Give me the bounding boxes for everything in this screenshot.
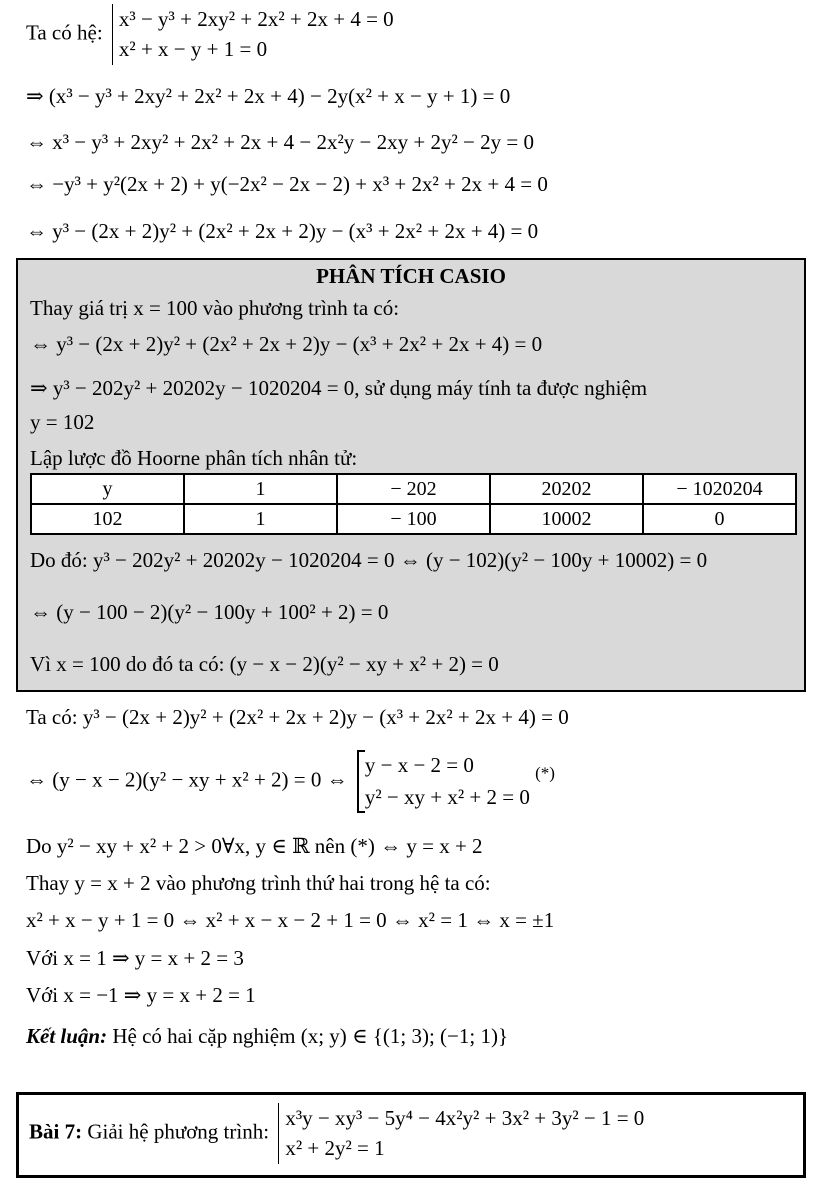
exercise-label: Bài 7: (29, 1119, 83, 1144)
table-cell: − 1020204 (643, 474, 796, 504)
table-row (31, 504, 796, 534)
intro-system (112, 4, 394, 65)
derivation-line-1: ⇒ (x³ − y³ + 2xy² + 2x² + 2x + 4) − 2y(x² + x − y + 1) = 0 (26, 84, 511, 108)
exercise-system (278, 1103, 644, 1164)
table-cell: 1 (184, 504, 337, 534)
derivation-line-2: ⇔ x³ − y³ + 2xy² + 2x² + 2x + 4 − 2x²y − 2xy + 2y² − 2y = 0 (26, 130, 534, 154)
solution-line-7: Với x = −1 ⇒ y = x + 2 = 1 (26, 983, 256, 1007)
casio-factor-line: Do đó: y³ − 202y² + 20202y − 1020204 = 0 ⇔ (y − 102)(y² − 100y + 10002) = 0 (30, 548, 708, 572)
exercise-eq-1: x³y − xy³ − 5y⁴ − 4x²y² + 3x² + 3y² − 1 = 0 (285, 1106, 645, 1130)
conclusion-line (26, 1024, 508, 1049)
exercise-box (16, 1092, 806, 1178)
table-cell: 0 (643, 504, 796, 534)
solution-line-3: Do y² − xy + x² + 2 > 0∀x, y ∈ ℝ nên (*) ⇔ y = x + 2 (26, 834, 483, 858)
casio-title: PHÂN TÍCH CASIO (316, 264, 506, 288)
casio-conclusion: Vì x = 100 do đó ta có: (y − x − 2)(y² − xy + x² + 2) = 0 (30, 652, 499, 676)
table-row (31, 474, 796, 504)
table-cell: y (31, 474, 184, 504)
solution-line-2 (26, 750, 555, 813)
table-cell: − 202 (337, 474, 490, 504)
exercise-line (29, 1103, 644, 1164)
solution-line-1: Ta có: y³ − (2x + 2)y² + (2x² + 2x + 2)y − (x³ + 2x² + 2x + 4) = 0 (26, 705, 569, 729)
solution-factored: ⇔ (y − x − 2)(y² − xy + x² + 2) = 0 ⇔ (26, 767, 348, 792)
intro-eq-1: x³ − y³ + 2xy² + 2x² + 2x + 4 = 0 (118, 7, 394, 31)
ketluan-text: Hệ có hai cặp nghiệm (x; y) ∈ {(1; 3); (−1; 1)} (107, 1024, 509, 1048)
table-cell: 20202 (490, 474, 643, 504)
table-cell: 1 (184, 474, 337, 504)
ketluan-label: Kết luận: (26, 1024, 108, 1048)
solution-line-6: Với x = 1 ⇒ y = x + 2 = 3 (26, 946, 244, 970)
table-cell: 102 (31, 504, 184, 534)
casio-factor-line-2: ⇔ (y − 100 − 2)(y² − 100y + 100² + 2) = 0 (30, 600, 389, 624)
derivation-line-3: ⇔ −y³ + y²(2x + 2) + y(−2x² − 2x − 2) + x³ + 2x² + 2x + 4 = 0 (26, 172, 548, 196)
intro-line (26, 4, 394, 65)
casio-substitute: Thay giá trị x = 100 vào phương trình ta có: (30, 296, 400, 320)
intro-eq-2: x² + x − y + 1 = 0 (118, 37, 268, 62)
table-cell: 10002 (490, 504, 643, 534)
hoorne-table (30, 473, 797, 535)
casio-analysis-box (16, 258, 806, 692)
derivation-line-4: ⇔ y³ − (2x + 2)y² + (2x² + 2x + 2)y − (x³ + 2x² + 2x + 4) = 0 (26, 219, 539, 243)
case-1: y − x − 2 = 0 (364, 753, 474, 777)
solution-line-4: Thay y = x + 2 vào phương trình thứ hai trong hệ ta có: (26, 871, 491, 895)
solution-line-5: x² + x − y + 1 = 0 ⇔ x² + x − x − 2 + 1 = 0 ⇔ x² = 1 ⇔ x = ±1 (26, 908, 555, 932)
casio-numeric-line-1: ⇒ y³ − 202y² + 20202y − 1020204 = 0, sử dụng máy tính ta được nghiệm (30, 376, 648, 400)
table-cell: − 100 (337, 504, 490, 534)
case-2: y² − xy + x² + 2 = 0 (364, 784, 530, 809)
intro-label: Ta có hệ: (26, 20, 103, 45)
hoorne-title: Lập lược đồ Hoorne phân tích nhân tử: (30, 446, 358, 470)
solution-cases (357, 750, 530, 813)
exercise-eq-2: x² + 2y² = 1 (285, 1136, 385, 1161)
exercise-text: Giải hệ phương trình: (82, 1119, 270, 1144)
casio-numeric-line-2: y = 102 (30, 410, 95, 434)
casio-equation: ⇔ y³ − (2x + 2)y² + (2x² + 2x + 2)y − (x³ + 2x² + 2x + 4) = 0 (30, 332, 543, 356)
star-mark: (*) (535, 763, 555, 783)
